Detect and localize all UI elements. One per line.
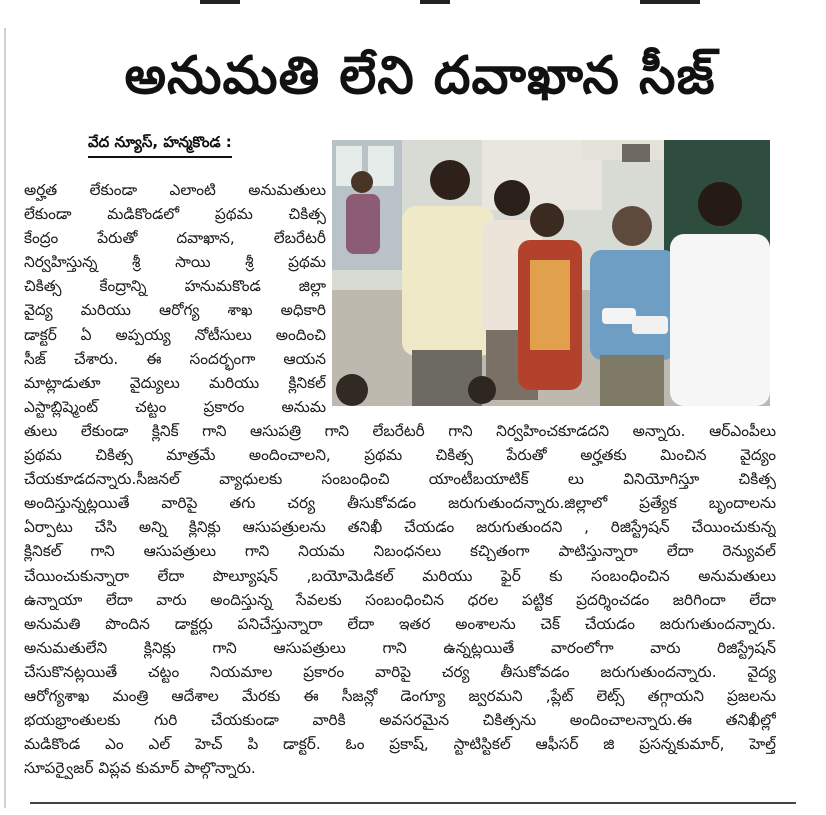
article-line: ఎస్టాబ్లిష్మెంట్ చట్టం ప్రకారం అనుమ (24, 397, 326, 416)
article-line: చేసుకొనట్లయితే చట్టం నియమాల ప్రకారం వారిపై చర్య తీసుకోవడం జరుగుతుందన్నారు. వైద్య (24, 662, 776, 681)
article-line: చేయకూడదన్నారు.సీజనల్ వ్యాధులకు సంబంధించి యాంటీబయాటిక్ లు వినియోగిస్తూ చికిత్స (24, 470, 776, 489)
article-line: తులు లేకుండా క్లినిక్ గాని ఆసుపత్రి గాని లేబరేటరీ గాని నిర్వహించకూడదని అన్నారు. ఆర్ఎంపీలు (24, 421, 776, 440)
page-title: అనుమతి లేని దవాఖాన సీజ్ (124, 46, 716, 106)
article-line: క్లినికల్ గాని ఆసుపత్రులు గాని నియమ నిబంధనలు కచ్చితంగా పాటిస్తున్నారా లేదా రెన్యువల్ (24, 542, 776, 561)
byline: వేద న్యూస్, హన్మకొండ : (88, 133, 232, 158)
article-line: లేకుండా మడికొండలో ప్రథమ చికిత్స (24, 205, 326, 224)
article-line: ఉన్నాయా లేదా వారు అందిస్తున్న సేవలకు సంబంధించిన ధరల పట్టిక ప్రదర్శించడం జరిగిందా లేదా (24, 590, 776, 609)
article-line: ఏర్పాటు చేసి అన్ని క్లినిక్లు ఆసుపత్రులను తనిఖీ చేయడం జరుగుతుందని , రిజిస్ట్రేషన్ చేయించుకున్న (24, 518, 776, 537)
article-line: అందిస్తున్నట్లయితే వారిపై తగు చర్య తీసుకోవడం జరుగుతుందన్నారు.జిల్లాలో ప్రత్యేక బృందాలను (24, 494, 776, 513)
article-line: అర్హత లేకుండా ఎలాంటి అనుమతులు (24, 181, 326, 199)
article-line: చేయించుకున్నారా లేదా పొల్యూషన్ ,బయోమెడికల్ మరియు ఫైర్ కు సంబంధించిన అనుమతులు (24, 566, 776, 585)
article-line: మాట్లాడుతూ వైద్యులు మరియు క్లినికల్ (24, 373, 326, 392)
article-line: నిర్వహిస్తున్న శ్రీ సాయి శ్రీ ప్రథమ (24, 253, 326, 272)
article-line: డాక్టర్ ఏ అప్పయ్య నోటీసులు అందించి (24, 325, 326, 344)
article-line: ఆరోగ్యశాఖ మంత్రి ఆదేశాల మేరకు ఈ సీజన్లో డెంగ్యూ జ్వరమని ,ప్లేట్ లెట్స్ తగ్గాయని ప్రజలను (24, 686, 776, 705)
article-line: మడికొండ ఎం ఎల్ హెచ్ పి డాక్టర్. ఓం ప్రకాష్, స్టాటిస్టికల్ ఆఫీసర్ జి ప్రసన్నకుమార్, హెల్త్ (24, 735, 776, 754)
article-line: అనుమతులేని క్లినిక్లు గాని ఆసుపత్రులు గాని ఉన్నట్లయితే వారంలోగా వారు రిజిస్ట్రేషన్ (24, 638, 776, 657)
article-line: వైద్య మరియు ఆరోగ్య శాఖ అధికారి (24, 301, 326, 320)
article-line: ప్రథమ చికిత్స మాత్రమే అందించాలని, ప్రథమ చికిత్స పేరుతో అర్హతకు మించిన వైద్యం (24, 446, 776, 465)
article-line: కేంద్రం పేరుతో దవాఖాన, లేబరేటరీ (24, 229, 326, 248)
article-line: సీజ్ చేశారు. ఈ సందర్భంగా ఆయన (24, 349, 326, 368)
column-divider (4, 28, 6, 808)
article-line: చికిత్స కేంద్రాన్ని హనుమకొండ జిల్లా (24, 277, 326, 296)
top-border-rule (0, 0, 826, 6)
article-line: సూపర్వైజర్ విప్లవ కుమార్ పాల్గొన్నారు. (24, 759, 256, 778)
article-line: అనుమతి పొందిన డాక్టర్లు పనిచేస్తున్నారా లేదా ఇతర అంశాలను చెక్ చేయడం జరుగుతుందన్నారు. (24, 614, 776, 633)
article-body (24, 178, 794, 780)
bottom-divider (30, 802, 796, 804)
article-line: భయభ్రాంతులకు గురి చేయకుండా వారికి అవసరమైన చికిత్సను అందించాలన్నారు.ఈ తనిఖీల్లో (24, 711, 776, 730)
